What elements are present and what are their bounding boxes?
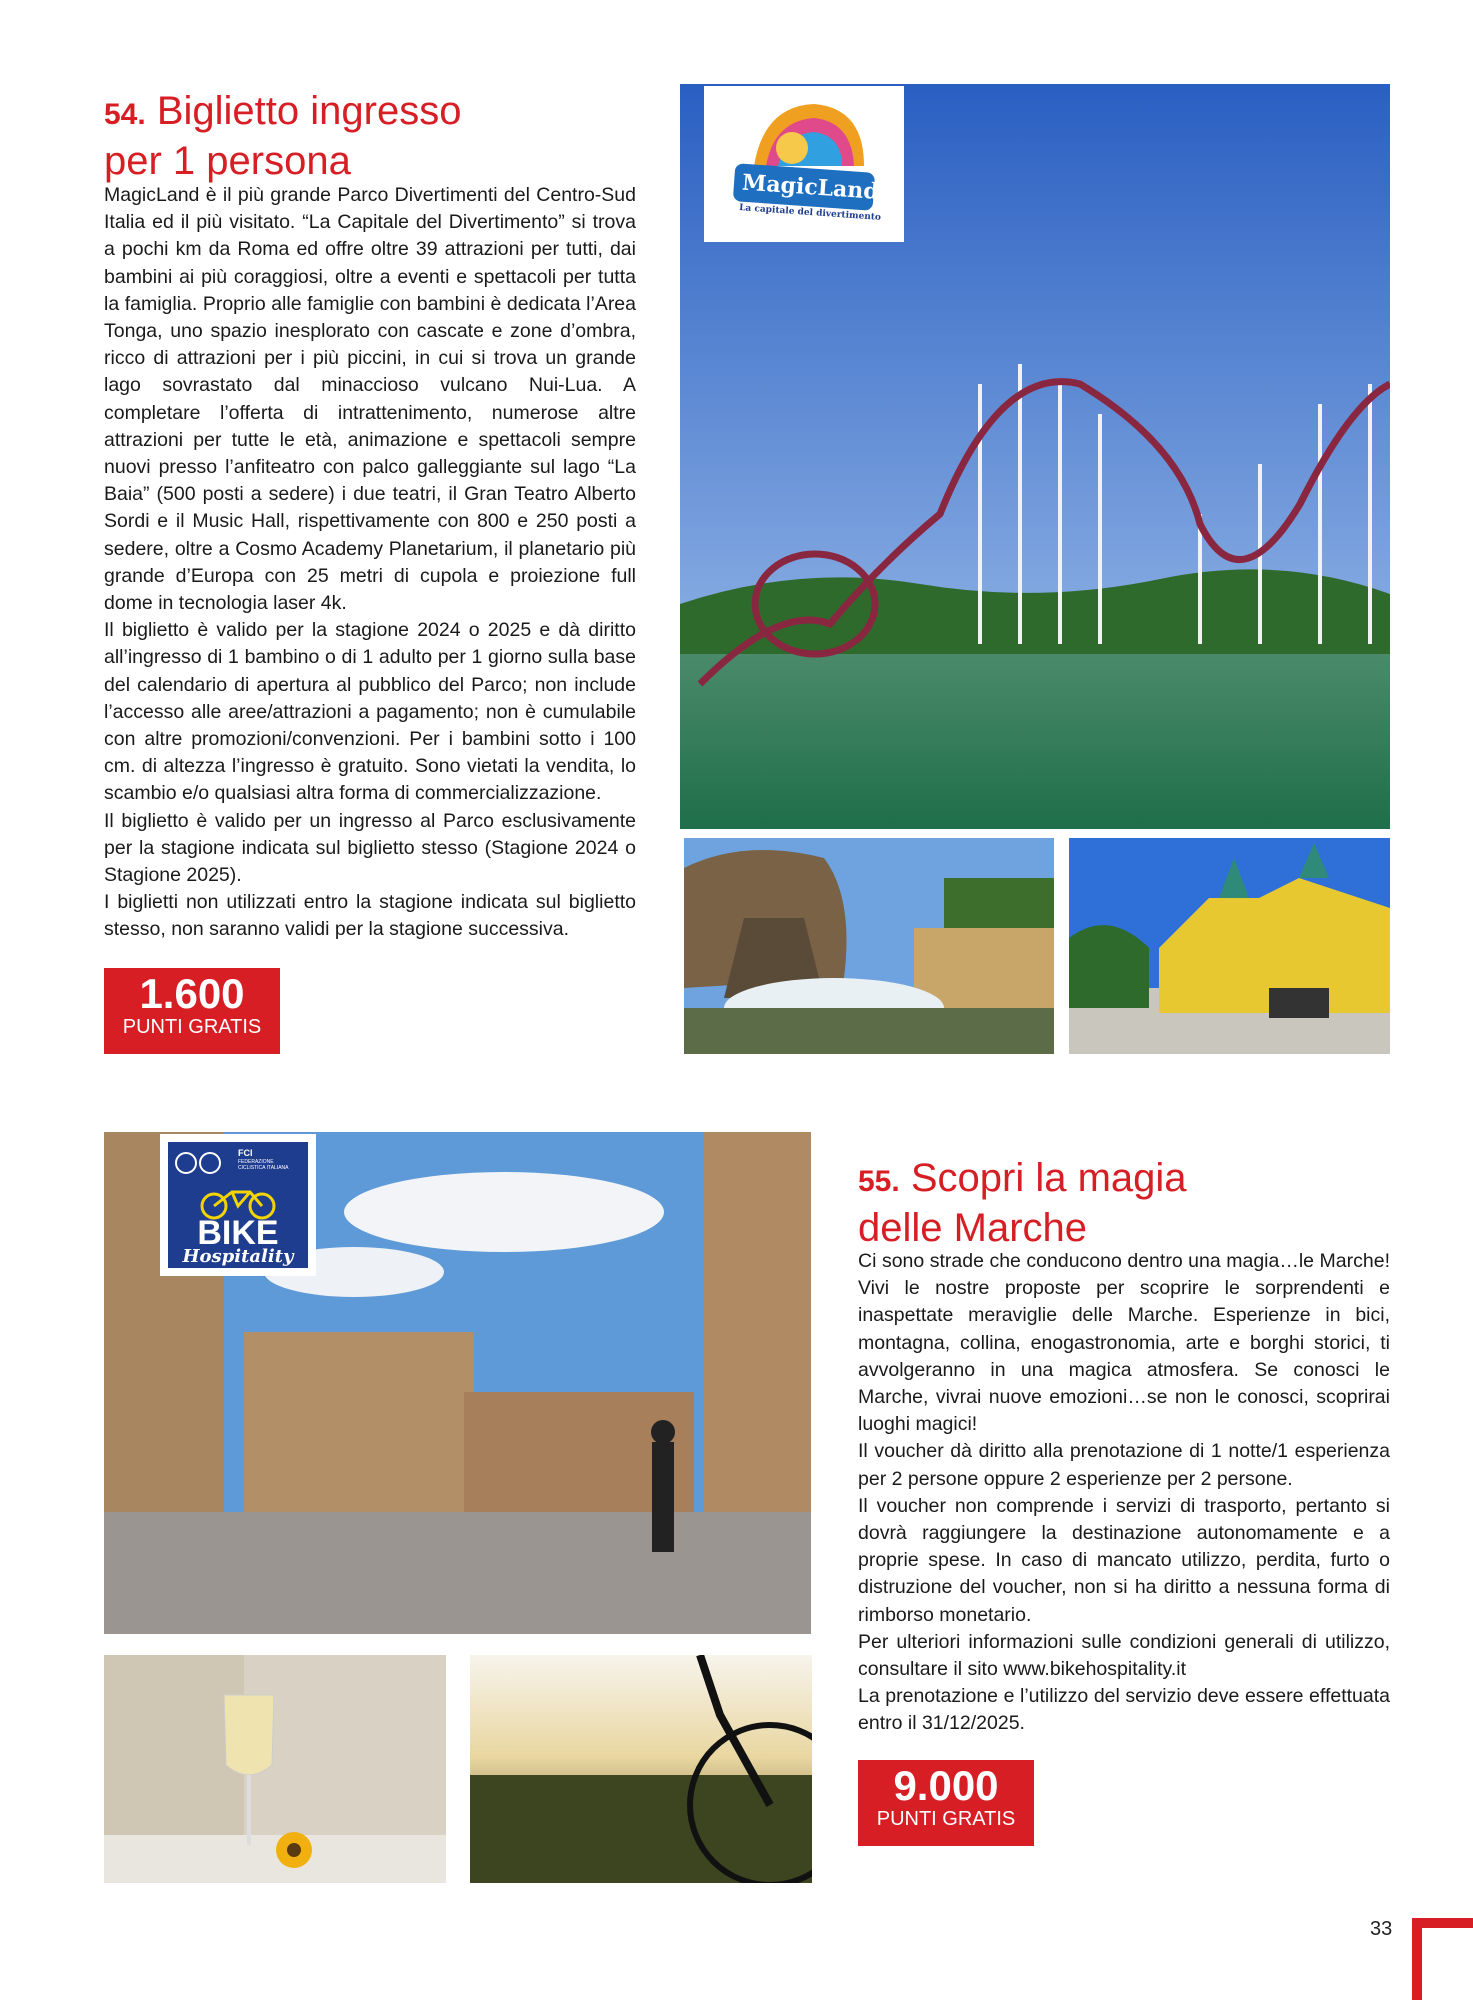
fci-full-label: FEDERAZIONE CICLISTICA ITALIANA <box>238 1159 289 1171</box>
item55-paragraph: Per ulteriori informazioni sulle condizioni generali di utilizzo, consultare il sito www.bikehospitality.it <box>858 1630 1390 1681</box>
corner-mark-vertical <box>1412 1918 1422 2000</box>
item55-title-line2: delle Marche <box>858 1206 1088 1250</box>
item54-points-badge <box>104 968 280 1054</box>
item55-title <box>858 1155 1378 1252</box>
item55-paragraph: Il voucher dà diritto alla prenotazione di 1 notte/1 esperienza per 2 persone oppure 2 esperienze per 2 persone. <box>858 1440 1390 1490</box>
item55-number: 55. <box>858 1165 900 1198</box>
item54-paragraph: Il biglietto è valido per un ingresso al Parco esclusivamente per la stagione indicata sul biglietto stesso (Stagione 2024 o Stagione 2025). <box>104 809 636 887</box>
item54-description <box>104 182 636 944</box>
item55-paragraph: Il voucher non comprende i servizi di trasporto, pertanto si dovrà raggiungere la destinazione autonomamente e a proprie spese. In caso di mancato utilizzo, perdita, furto o distruzione del voucher, non si ha diritto a nessuna forma di rimborso monetario. <box>858 1494 1390 1626</box>
item55-paragraph: La prenotazione e l’utilizzo del servizio deve essere effettuata entro il 31/12/2025. <box>858 1685 1390 1735</box>
bike-hospitality-logo <box>160 1134 316 1276</box>
bike-hospitality-logo-bg <box>168 1142 308 1268</box>
item55-points-badge <box>858 1760 1034 1846</box>
bike-sunset-photo <box>470 1655 812 1883</box>
wine-glass-photo <box>104 1655 446 1883</box>
item54-paragraph: Il biglietto è valido per la stagione 2024 o 2025 e dà diritto all’ingresso di 1 bambino o di 1 adulto per 1 giorno sulla base del calendario di apertura al pubblico del Parco; non include l’accesso alle aree/attrazioni a pagamento; non è cumulabile con altre promozioni/convenzioni. Per i bambini sotto i 100 cm. di altezza l’ingresso è gratuito. Sono vietati la vendita, lo scambio e/o qualsiasi altra forma di commercializzazione. <box>104 619 636 805</box>
item55-paragraph: Ci sono strade che conducono dentro una magia…le Marche! Vivi le nostre proposte per scoprire le sorprendenti e inaspettate meraviglie delle Marche. Esperienze in bici, montagna, collina, enogastronomia, arte e borghi storici, ti avvolgeranno in una magica atmosfera. Se conosci le Marche, vivrai nuove emozioni…se non le conosci, scoprirai luoghi magici! <box>858 1250 1390 1436</box>
item54-title <box>104 88 664 185</box>
castle-photo <box>1069 838 1390 1054</box>
fci-label: FCI <box>238 1148 253 1158</box>
item55-description <box>858 1248 1390 1738</box>
hospitality-logo-word: Hospitality <box>182 1246 294 1267</box>
bike-logo-word: BIKE <box>197 1214 279 1252</box>
page-number: 33 <box>1370 1918 1393 1940</box>
item55-points-value: 9.000 <box>893 1762 999 1809</box>
magicland-logo <box>704 86 904 242</box>
item54-paragraph: MagicLand è il più grande Parco Divertimenti del Centro-Sud Italia ed il più visitato. “La Capitale del Divertimento” si trova a pochi km da Roma ed offre oltre 39 attrazioni per tutti, dai bambini ai più coraggiosi, oltre a eventi e spettacoli per tutta la famiglia. Proprio alle famiglie con bambini è dedicata l’Area Tonga, uno spazio inesplorato con cascate e zone d’ombra, ricco di attrazioni per i più piccini, in cui si trova un grande lago sovrastato dal minaccioso vulcano Nui-Lua. A completare l’offerta di intrattenimento, numerose altre attrazioni per tutte le età, animazione e spettacoli sempre nuovi presso l’anfiteatro con palco galleggiante sul lago “La Baia” (500 posti a sedere) i due teatri, il Gran Teatro Alberto Sordi e il Music Hall, rispettivamente con 800 e 250 posti a sedere, oltre a Cosmo Academy Planetarium, il planetario più grande d’Europa con 25 metri di cupola e proiezione full dome in tecnologia laser 4k. <box>104 184 636 615</box>
item55-title-line1: Scopri la magia <box>910 1156 1187 1200</box>
item54-paragraph: I biglietti non utilizzati entro la stagione indicata sul biglietto stesso, non saranno validi per la stagione successiva. <box>104 891 636 941</box>
fci-cycle-icon <box>172 1148 232 1178</box>
water-ride-photo <box>684 838 1054 1054</box>
item54-points-value: 1.600 <box>139 970 245 1017</box>
item54-title-line1: Biglietto ingresso <box>156 89 462 133</box>
item54-number: 54. <box>104 98 146 131</box>
magicland-tagline: La capitale del divertimento <box>738 203 882 223</box>
magicland-logo-text: MagicLand <box>741 169 880 205</box>
item55-points-label: PUNTI GRATIS <box>876 1808 1016 1830</box>
item54-title-line2: per 1 persona <box>104 139 351 183</box>
item54-points-label: PUNTI GRATIS <box>122 1016 262 1038</box>
